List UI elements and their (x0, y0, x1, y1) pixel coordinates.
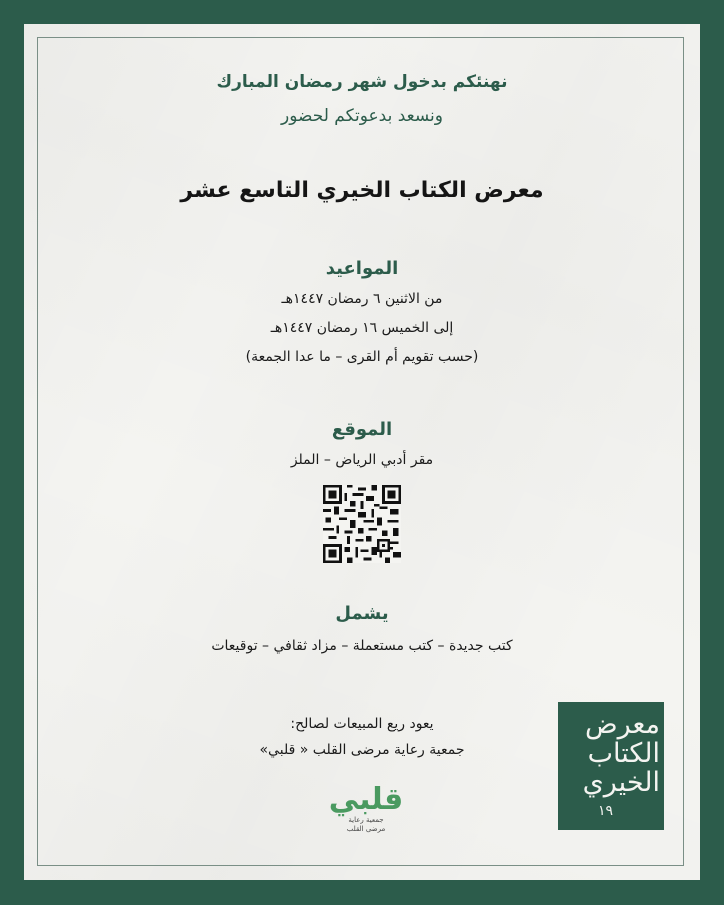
location-heading: الموقع (331, 419, 393, 440)
event-title: معرض الكتاب الخيري التاسع عشر (180, 178, 544, 203)
exhibition-logo (558, 702, 664, 830)
includes-heading: يشمل (335, 603, 389, 624)
includes-items: كتب جديدة – كتب مستعملة – مزاد ثقافي – توقيعات (211, 638, 513, 654)
greeting-line-2: ونسعد بدعوتكم لحضور (281, 106, 443, 126)
schedule-to: إلى الخميس ١٦ رمضان ١٤٤٧هـ (270, 320, 454, 336)
schedule-from: من الاثنين ٦ رمضان ١٤٤٧هـ (281, 291, 443, 307)
proceeds-line-2: جمعية رعاية مرضى القلب « قلبي» (259, 742, 465, 758)
qalbi-logo-sub-1: جمعية رعاية (348, 816, 384, 824)
greeting-line-1: نهنئكم بدخول شهر رمضان المبارك (216, 72, 508, 92)
location-place: مقر أدبي الرياض – الملز (290, 452, 434, 468)
exhibition-logo-line-1: معرض (584, 709, 660, 740)
schedule-heading: المواعيد (325, 258, 399, 279)
qalbi-logo-word: قلبي (328, 782, 404, 817)
exhibition-logo-line-3: الخيري (582, 767, 660, 798)
schedule-note: (حسب تقويم أم القرى – ما عدا الجمعة) (245, 349, 479, 365)
exhibition-logo-number: ١٩ (598, 803, 614, 819)
proceeds-line-1: يعود ريع المبيعات لصالح: (290, 716, 434, 732)
location-qr-code[interactable] (323, 485, 401, 563)
qalbi-logo-sub-2: مرضى القلب (346, 825, 386, 833)
qalbi-logo (316, 784, 416, 834)
exhibition-logo-line-2: الكتاب (587, 738, 660, 769)
